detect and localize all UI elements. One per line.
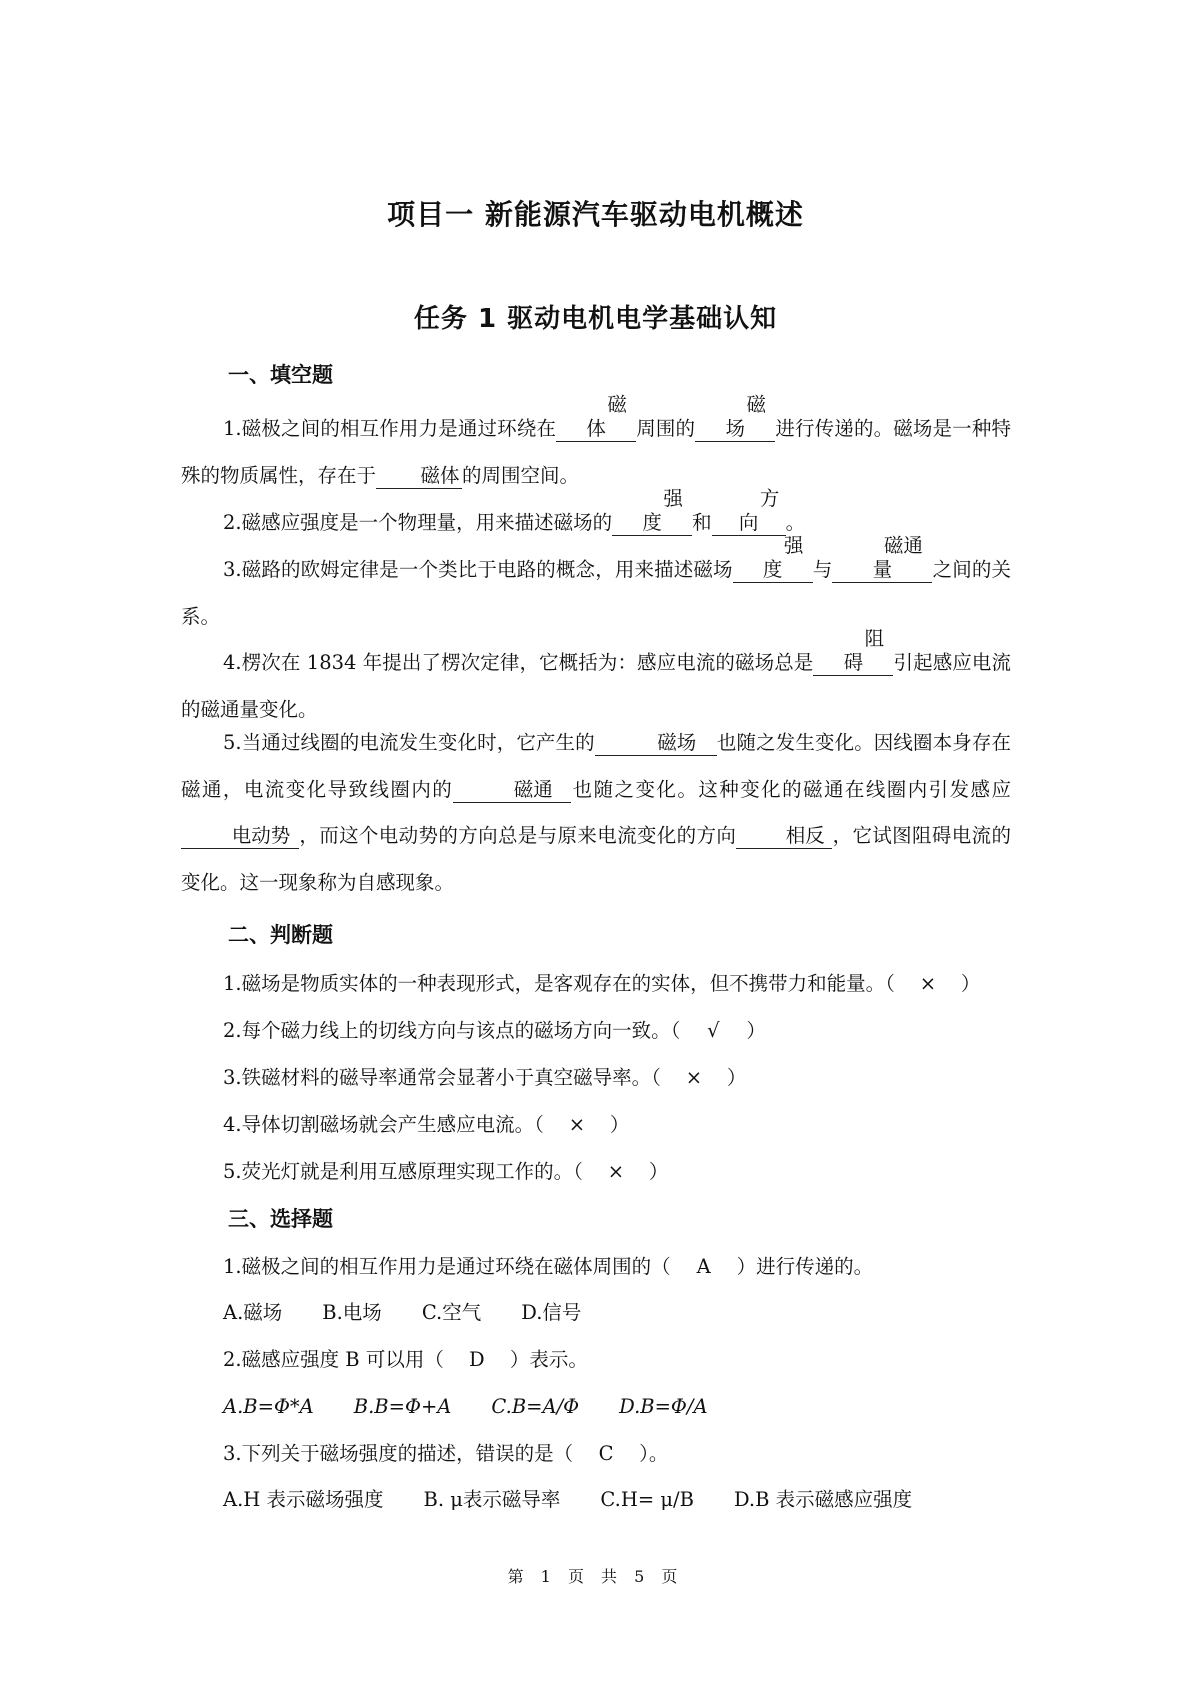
choice-options-3 (223, 1485, 912, 1515)
fill-blank: 磁通 (453, 778, 571, 803)
fill-question-1: 1.磁极之间的相互作用力是通过环绕在磁体 周围的磁场 进行传递的。磁场是一种特殊的物质属性，存在于 磁体 的周围空间。 (181, 393, 1011, 487)
judge-answer: × (607, 1160, 625, 1183)
fill-blank: 磁通量 (832, 534, 932, 583)
section-heading-judge: 二、判断题 (228, 923, 333, 947)
choice-question-3: 3.下列关于磁场强度的描述，错误的是（ C ）。 (223, 1439, 668, 1469)
fill-question-3: 3.磁路的欧姆定律是一个类比于电路的概念，用来描述磁场强度 与磁通量 之间的关系。 (181, 534, 1011, 628)
fill-blank: 方向 (712, 487, 786, 536)
page-footer: 第 1 页 共 5 页 (507, 1567, 684, 1586)
fill-question-2: 2.磁感应强度是一个物理量，用来描述磁场的强度 和方向 。 (223, 487, 806, 534)
choice-question-2: 2.磁感应强度 B 可以用（ D ）表示。 (223, 1345, 588, 1375)
option-a: A.H 表示磁场强度 (223, 1488, 384, 1511)
option-c: C.H= μ/B (600, 1488, 694, 1511)
choice-answer: A (696, 1255, 711, 1278)
option-c: C.空气 (421, 1301, 482, 1324)
judge-answer: × (919, 972, 937, 995)
choice-question-1: 1.磁极之间的相互作用力是通过环绕在磁体周围的（ A ）进行传递的。 (223, 1252, 873, 1282)
judge-item-3: 3.铁磁材料的磁导率通常会显著小于真空磁导率。（ × ） (223, 1063, 746, 1093)
choice-answer: C (598, 1442, 614, 1465)
fill-blank: 磁体 (376, 464, 462, 489)
fill-blank: 强度 (612, 487, 692, 536)
judge-answer: × (568, 1113, 586, 1136)
section-heading-fill: 一、填空题 (228, 363, 333, 387)
option-b: B. μ表示磁导率 (423, 1488, 561, 1511)
option-d: D.B=Φ/A (619, 1395, 708, 1418)
project-title: 项目一 新能源汽车驱动电机概述 (387, 198, 804, 231)
choice-options-2 (223, 1392, 708, 1422)
fill-blank: 相反 (736, 824, 832, 849)
option-b: B.B=Φ+A (353, 1395, 452, 1418)
option-d: D.B 表示磁感应强度 (733, 1488, 913, 1511)
option-a: A.磁场 (223, 1301, 283, 1324)
option-c: C.B=A/Φ (491, 1395, 580, 1418)
fill-blank: 电动势 (181, 824, 299, 849)
option-b: B.电场 (322, 1301, 382, 1324)
judge-answer: √ (707, 1019, 720, 1042)
section-heading-choice: 三、选择题 (228, 1207, 333, 1231)
fill-question-5: 5.当通过线圈的电流发生变化时，它产生的 磁场 也随之发生变化。因线圈本身存在磁通，电流变化导致线圈内的 磁通 也随之变化。这种变化的磁通在线圈内引发感应电动势 ，而这个电动势的方向总是与原来电流变化的方向 相反 ，它试图阻碍电流的变化。这一现象称为自感现象。 (181, 731, 1011, 894)
option-d: D.信号 (521, 1301, 582, 1324)
judge-item-5: 5.荧光灯就是利用互感原理实现工作的。（ × ） (223, 1157, 668, 1187)
judge-item-4: 4.导体切割磁场就会产生感应电流。（ × ） (223, 1110, 629, 1140)
fill-blank: 磁场 (695, 393, 775, 442)
task-title: 任务 1 驱动电机电学基础认知 (413, 304, 778, 334)
fill-blank: 磁体 (556, 393, 636, 442)
fill-blank: 阻碍 (813, 627, 893, 676)
judge-item-1: 1.磁场是物质实体的一种表现形式，是客观存在的实体，但不携带力和能量。（ × ） (223, 969, 980, 999)
fill-question-4: 4.楞次在 1834 年提出了楞次定律，它概括为：感应电流的磁场总是阻碍 引起感应电流的磁通量变化。 (181, 627, 1011, 721)
fill-blank: 强度 (733, 534, 813, 583)
option-a: A.B=Φ*A (223, 1395, 314, 1418)
choice-options-1 (223, 1298, 581, 1328)
judge-answer: × (685, 1066, 703, 1089)
fill-blank: 磁场 (595, 731, 717, 756)
judge-item-2: 2.每个磁力线上的切线方向与该点的磁场方向一致。（ √ ） (223, 1016, 766, 1046)
choice-answer: D (469, 1348, 485, 1371)
